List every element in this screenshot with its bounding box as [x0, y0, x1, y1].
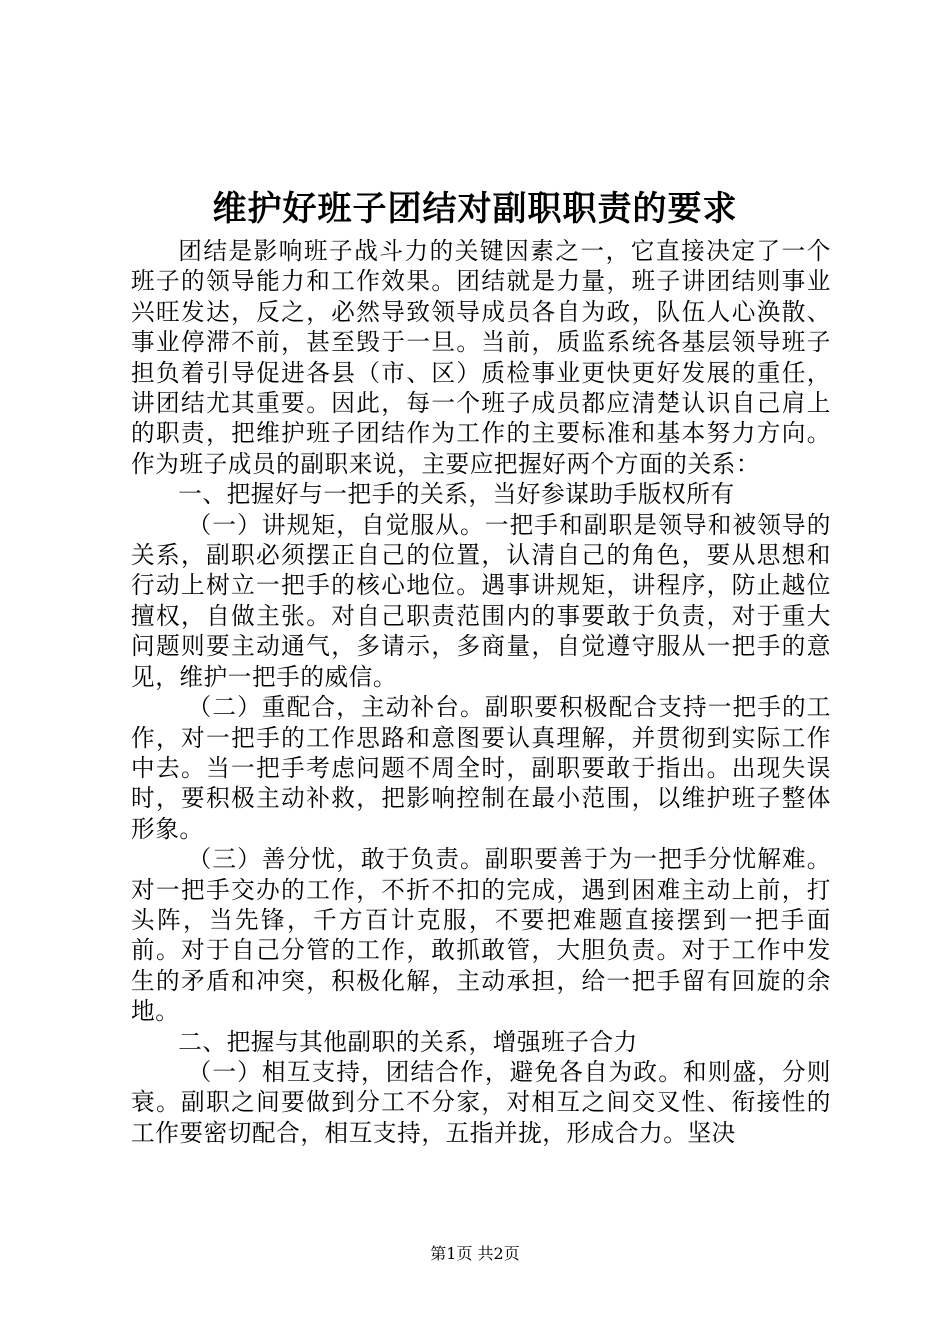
- paragraph-2-1: （一）相互支持，团结合作，避免各自为政。和则盛，分则衰。副职之间要做到分工不分家，对相互之间交叉性、衔接性的工作要密切配合，相互支持，五指并拢，形成合力。坚决: [131, 1057, 831, 1147]
- heading-section-1: 一、把握好与一把手的关系，当好参谋助手版权所有: [178, 480, 735, 509]
- paragraph-intro: 团结是影响班子战斗力的关键因素之一，它直接决定了一个班子的领导能力和工作效果。团结就是力量，班子讲团结则事业兴旺发达，反之，必然导致领导成员各自为政，队伍人心涣散、事业停滞不前，甚至毁于一旦。当前，质监系统各基层领导班子担负着引导促进各县（市、区）质检事业更快更好发展的重任，讲团结尤其重要。因此，每一个班子成员都应清楚认识自己肩上的职责，把维护班子团结作为工作的主要标准和基本努力方向。作为班子成员的副职来说，主要应把握好两个方面的关系：: [131, 237, 831, 478]
- paragraph-1-3: （三）善分忧，敢于负责。副职要善于为一把手分忧解难。对一把手交办的工作，不折不扣的完成，遇到困难主动上前，打头阵，当先锋，千方百计克服，不要把难题直接摆到一把手面前。对于自己分管的工作，敢抓敢管，大胆负责。对于工作中发生的矛盾和冲突，积极化解，主动承担，给一把手留有回旋的余地。: [131, 845, 831, 1026]
- page-number-footer: 第1页 共2页: [430, 1244, 520, 1263]
- paragraph-1-1: （一）讲规矩，自觉服从。一把手和副职是领导和被领导的关系，副职必须摆正自己的位置，认清自己的角色，要从思想和行动上树立一把手的核心地位。遇事讲规矩，讲程序，防止越位擅权，自做主张。对自己职责范围内的事要敢于负责，对于重大问题则要主动通气，多请示，多商量，自觉遵守服从一把手的意见，维护一把手的威信。: [131, 510, 831, 691]
- paragraph-1-2: （二）重配合，主动补台。副职要积极配合支持一把手的工作，对一把手的工作思路和意图要认真理解，并贯彻到实际工作中去。当一把手考虑问题不周全时，副职要敢于指出。出现失误时，要积极主动补救，把影响控制在最小范围，以维护班子整体形象。: [131, 693, 831, 843]
- document-title: 维护好班子团结对副职职责的要求: [212, 189, 738, 229]
- document-body: [131, 236, 831, 1148]
- heading-section-2: 二、把握与其他副职的关系，增强班子合力: [178, 1027, 638, 1056]
